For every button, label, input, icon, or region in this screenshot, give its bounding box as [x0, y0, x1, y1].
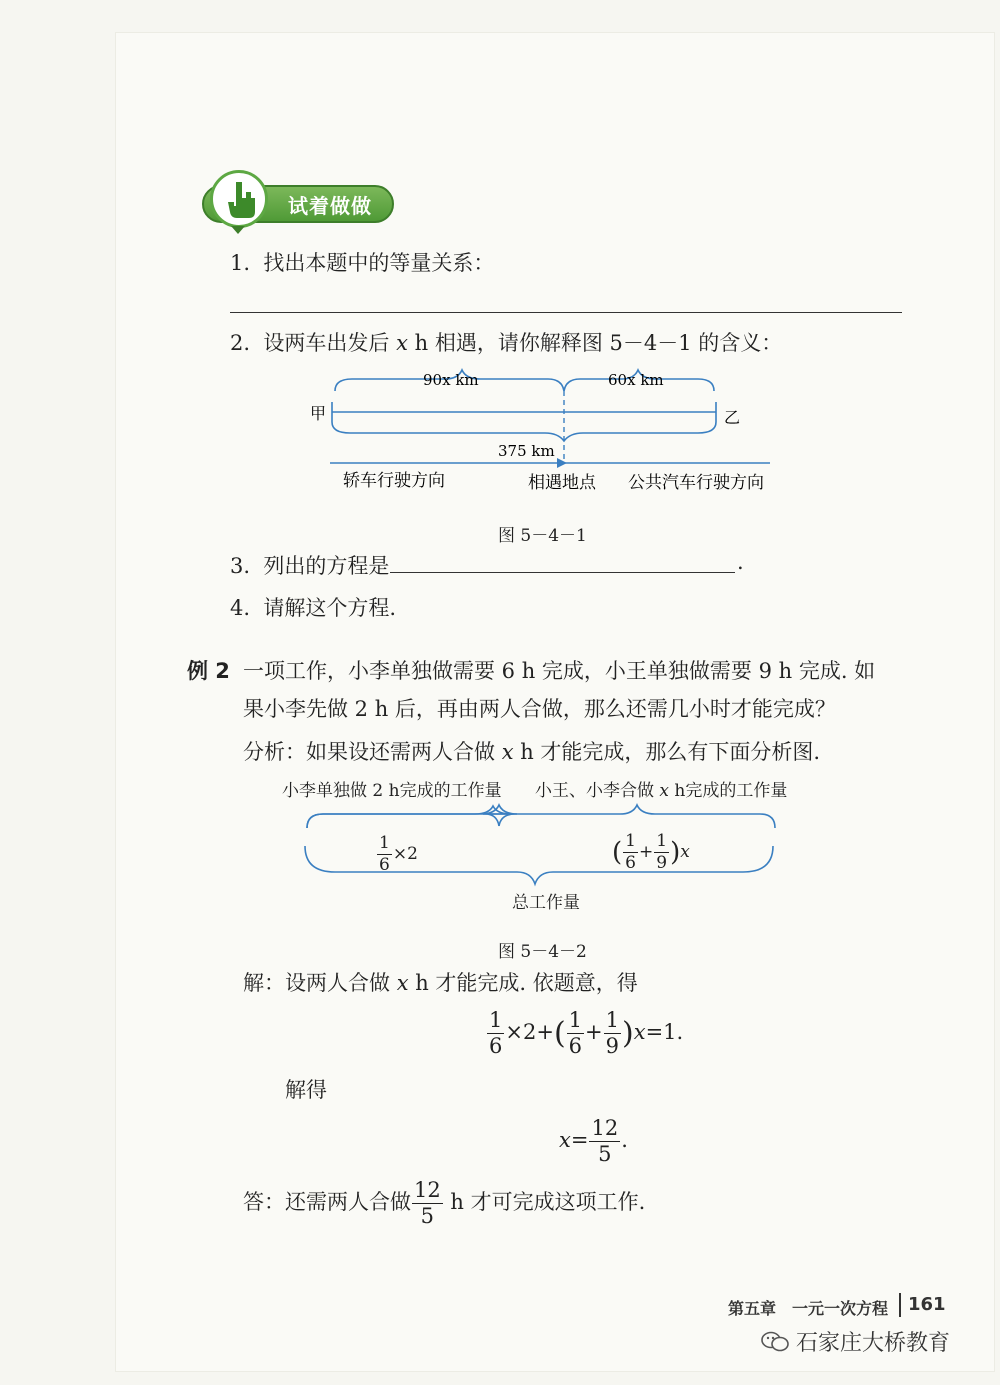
figure-1-caption: 图 5－4－1: [498, 526, 587, 546]
result-num: 12: [591, 1116, 619, 1140]
item-4: [230, 592, 396, 622]
item-2: [230, 327, 782, 357]
expr-right-var: x: [680, 842, 690, 862]
result-den: 5: [598, 1142, 612, 1166]
page-number: 161: [908, 1294, 946, 1315]
item-4-text: 请解这个方程.: [263, 596, 397, 620]
total-work-label: 总工作量: [512, 893, 580, 913]
work-label-right-var: x: [659, 781, 669, 801]
frac-b: [654, 833, 669, 872]
expr-left: [376, 835, 418, 874]
eq-frac-2-num: 1: [568, 1008, 583, 1032]
example-line-2: 果小李先做 2 h 后，再由两人合做，那么还需几小时才能完成？: [243, 697, 836, 721]
work-label-right: [535, 776, 787, 801]
equation-blank: [390, 572, 735, 573]
eq-frac-2-den: 6: [568, 1034, 583, 1058]
brace-li-top: [307, 806, 511, 828]
solution-intro-b: h 才能完成. 依题意，得: [415, 971, 638, 995]
end-yi: 乙: [724, 408, 741, 427]
eq-paren-close: ): [622, 1016, 634, 1051]
item-2-text-b: h 相遇，请你解释图 5－4－1 的含义：: [414, 331, 783, 355]
answer-den: 5: [420, 1204, 435, 1228]
result: [559, 1118, 628, 1165]
expr-right: ( $\frac{1}{6}$ + $\frac{1}{9}$ )x: [612, 831, 690, 873]
direction-right: 公共汽车行驶方向: [628, 473, 764, 493]
frac-den: 6: [379, 855, 390, 875]
result-var: x: [559, 1128, 571, 1152]
item-1-num: 1.: [230, 251, 251, 275]
eq-times: ×2+: [505, 1020, 554, 1044]
brace-li: [307, 805, 517, 828]
example-line-1: 一项工作，小李单独做需要 6 h 完成，小王单独做需要 9 h 完成. 如: [243, 659, 876, 683]
meet-arrow: [557, 458, 567, 468]
analysis-line: [243, 736, 820, 766]
total-distance: 375 km: [498, 442, 555, 460]
work-label-right-b: h完成的工作量: [674, 781, 788, 801]
eq-frac-3: [604, 1010, 621, 1057]
meet-point: 相遇地点: [528, 473, 596, 493]
item-3-num: 3.: [230, 554, 251, 578]
badge-pointer: [231, 226, 245, 234]
analysis-text-a: 分析：如果设还需两人合做: [243, 740, 495, 764]
frac-a: [623, 833, 638, 872]
brace-total: [332, 422, 716, 441]
badge-label: 试着做做: [288, 194, 372, 218]
figure-2-caption: 图 5－4－2: [498, 942, 587, 962]
eq-frac-2: [567, 1010, 584, 1057]
result-frac: [589, 1118, 620, 1165]
solution-intro-var: x: [396, 971, 409, 995]
frac-b-num: 1: [656, 831, 668, 851]
item-1: [230, 247, 494, 277]
work-label-right-a: 小王、小李合做: [535, 781, 654, 801]
frac-b-den: 9: [656, 853, 668, 873]
item-3-end: .: [737, 550, 744, 574]
wechat-icon: [760, 1330, 790, 1354]
eq-frac-3-num: 1: [605, 1008, 620, 1032]
solution-intro-a: 解：设两人合做: [243, 971, 390, 995]
direction-left: 轿车行驶方向: [343, 471, 445, 491]
item-2-var: x: [396, 331, 408, 355]
work-label-left: 小李单独做 2 h完成的工作量: [282, 781, 502, 801]
answer-frac: [412, 1180, 443, 1227]
item-2-text-a: 设两车出发后: [263, 331, 390, 355]
result-end: .: [621, 1128, 628, 1152]
item-3: [230, 550, 389, 580]
watermark: 石家庄大桥教育: [796, 1331, 951, 1356]
paren-close: ): [670, 837, 681, 868]
eq-frac-1: [487, 1010, 504, 1057]
answer-text-b: h 才可完成这项工作.: [450, 1190, 646, 1214]
item-4-num: 4.: [230, 596, 251, 620]
eq-paren-open: (: [553, 1016, 566, 1051]
analysis-var: x: [501, 740, 514, 764]
footer-divider: [899, 1293, 901, 1317]
end-jia: 甲: [310, 404, 327, 423]
answer-num: 12: [414, 1178, 441, 1202]
paren-open: (: [612, 837, 623, 868]
frac-num: 1: [379, 833, 390, 853]
eq-var: x: [633, 1020, 646, 1044]
item-3-text: 列出的方程是: [263, 554, 390, 578]
figure-5-4-2: [295, 800, 795, 890]
eq-rhs: =1.: [645, 1020, 684, 1044]
analysis-text-b: h 才能完成，那么有下面分析图.: [520, 740, 821, 764]
result-eq: =: [570, 1128, 589, 1152]
figure-5-4-1: [300, 365, 800, 500]
chapter-title: 第五章 一元一次方程: [728, 1299, 889, 1318]
left-distance: 90x km: [423, 371, 479, 389]
frac-a-num: 1: [625, 831, 636, 851]
brace-both: [499, 805, 775, 828]
example-tag: 例 2: [187, 659, 230, 683]
solution-intro: [243, 967, 638, 997]
solve-label: 解得: [285, 1078, 327, 1102]
equation: $\frac{1}{6}$ ×2+( $\frac{1}{6}$ + $\frac{1}{9}$ )x=1.: [489, 1008, 684, 1058]
right-distance: 60x km: [608, 371, 664, 389]
eq-frac-3-den: 9: [605, 1034, 620, 1058]
item-1-text: 找出本题中的等量关系：: [263, 251, 495, 275]
answer-line-1: [230, 312, 902, 313]
frac-a-den: 6: [625, 853, 636, 873]
answer: [243, 1180, 645, 1227]
eq-frac-1-den: 6: [489, 1034, 503, 1058]
expr-left-tail: ×2: [392, 844, 418, 864]
hand-icon: [220, 178, 260, 220]
answer-text-a: 答：还需两人合做: [243, 1190, 411, 1214]
section-badge: [188, 170, 396, 236]
frac-one-sixth: [377, 835, 392, 874]
item-2-num: 2.: [230, 331, 251, 355]
eq-frac-1-num: 1: [489, 1008, 503, 1032]
